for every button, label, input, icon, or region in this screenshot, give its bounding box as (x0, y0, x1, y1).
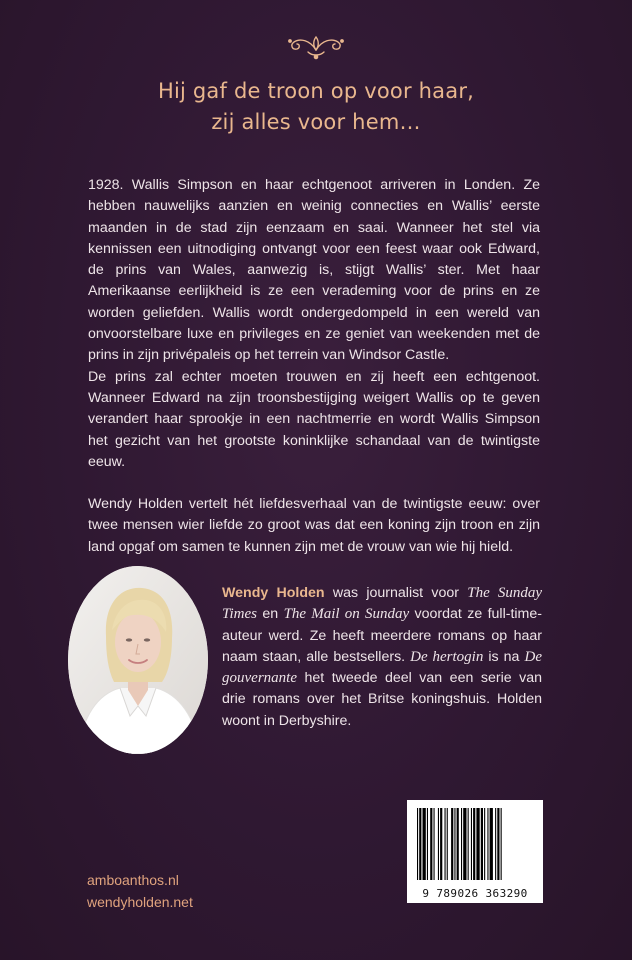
flourish-ornament-icon (286, 28, 346, 62)
tagline-line-1: Hij gaf de troon op voor haar, (157, 79, 475, 103)
bio-publication-title: The Mail on Sunday (283, 606, 410, 623)
barcode-bars (417, 808, 533, 880)
tagline-line-2: zij alles voor hem… (211, 110, 421, 134)
bio-book-title: De hertogin (410, 648, 484, 665)
bio-book-title: De gouvernante (222, 648, 542, 687)
cover-tagline (0, 76, 632, 138)
synopsis-paragraph-3: Wendy Holden vertelt hét liefdesverhaal van de twintigste eeuw: over twee mensen wier liefde zo groot was dat een koning zijn troon en zijn land opgaf om samen te kunnen zijn met de vrouw van wie hij hield. (88, 496, 540, 555)
author-website-link[interactable]: wendyholden.net (87, 894, 193, 910)
synopsis-paragraph-1: 1928. Wallis Simpson en haar echtgenoot arriveren in Londen. Ze hebben nauwelijks aanzien en weinig connecties en Wallis’ eerste maanden in de stad zijn eenzaam en saai. Wanneer het stel via kennissen een uitnodiging ontvangt voor een feest waar ook Edward, de prins van Wales, aanwezig is, stijgt Wallis’ ster. Met haar Amerikaanse eerlijkheid is ze een verademing voor de prins en ze worden geliefden. Wallis wordt ondergedompeld in een wereld van onvoorstelbare luxe en privileges en ze geniet van weekenden met de prins in zijn privépaleis op het terrein van Windsor Castle. (88, 177, 540, 364)
synopsis (88, 175, 540, 558)
bio-text: was journalist voor (324, 585, 468, 601)
bio-text: is na (483, 648, 525, 665)
isbn-digits: 9 789026 363290 (422, 887, 528, 900)
isbn-barcode (407, 800, 543, 903)
publisher-website-link[interactable]: amboanthos.nl (87, 872, 179, 888)
website-links (87, 869, 193, 913)
synopsis-paragraph-2: De prins zal echter moeten trouwen en zij heeft een echtgenoot. Wanneer Edward na zijn troonsbestijging weigert Wallis op te geven verandert haar sprookje in een nachtmerrie en wordt Wallis Simpson het gezicht van het grootste koninklijke schandaal van de twintigste eeuw. (88, 368, 540, 470)
author-name: Wendy Holden (222, 585, 325, 601)
bio-text: en (257, 606, 284, 623)
author-portrait (68, 566, 208, 754)
bio-publication-title: The Sunday Times (222, 585, 542, 623)
bio-text: voordat ze full-time-auteur werd. Ze heeft meerdere romans op haar naam staan, alle bestsellers. (222, 606, 542, 665)
author-bio (222, 583, 542, 732)
bio-text: het tweede deel van een serie van drie romans over het Britse koningshuis. Holden woont in Derbyshire. (222, 670, 542, 729)
